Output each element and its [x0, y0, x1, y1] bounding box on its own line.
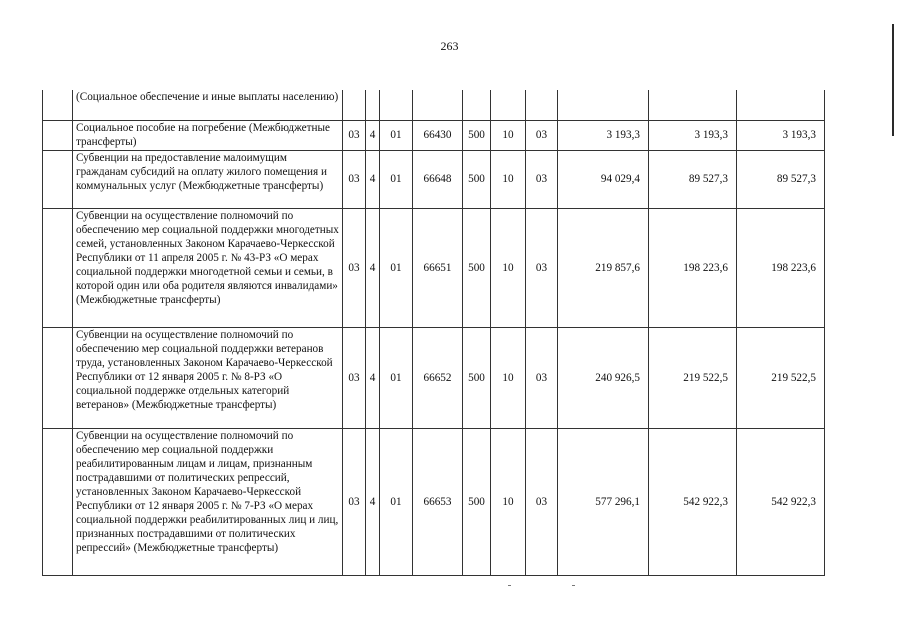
budget-table: [42, 90, 825, 576]
scan-speck: [508, 585, 511, 586]
code-cell: 01: [380, 120, 413, 150]
code-cell: 66652: [413, 327, 463, 428]
blank-cell: [43, 208, 73, 327]
code-cell: [491, 90, 526, 120]
amount-cell: [558, 90, 649, 120]
table-row: [43, 150, 825, 208]
amount-cell: 89 527,3: [649, 150, 737, 208]
amount-cell: 3 193,3: [649, 120, 737, 150]
amount-cell: 542 922,3: [649, 428, 737, 575]
table-row: [43, 120, 825, 150]
amount-cell: 577 296,1: [558, 428, 649, 575]
code-cell: 01: [380, 327, 413, 428]
code-cell: 4: [366, 208, 380, 327]
table-row: [43, 327, 825, 428]
code-cell: 500: [463, 150, 491, 208]
table-row: [43, 90, 825, 120]
code-cell: 500: [463, 208, 491, 327]
page-number: 263: [440, 39, 459, 53]
code-cell: 03: [526, 150, 558, 208]
amount-cell: 542 922,3: [737, 428, 825, 575]
blank-cell: [43, 428, 73, 575]
row-description: Субвенции на осуществление полномочий по обеспечению мер социальной поддержки реабилитированным лицам и лицам, признанным пострадавшими от политических репрессий, установленных Законом Карачаево-Черкесской Республики от 12 января 2005 г. № 7-РЗ «О мерах социальной поддержки реабилитированных лиц и лиц, признанных пострадавшими от политических репрессий» (Межбюджетные трансферты): [73, 428, 343, 575]
code-cell: [366, 90, 380, 120]
code-cell: [463, 90, 491, 120]
amount-cell: 240 926,5: [558, 327, 649, 428]
code-cell: 66648: [413, 150, 463, 208]
amount-cell: 198 223,6: [649, 208, 737, 327]
code-cell: 10: [491, 208, 526, 327]
blank-cell: [43, 150, 73, 208]
code-cell: 03: [526, 428, 558, 575]
row-description: Субвенции на осуществление полномочий по обеспечению мер социальной поддержки многодетных семей, установленных Законом Карачаево-Черкесской Республики от 11 апреля 2005 г. № 43-РЗ «О мерах социальной поддержки многодетной семьи и семьи, в которой один или оба родителя являются инвалидами» (Межбюджетные трансферты): [73, 208, 343, 327]
blank-cell: [43, 327, 73, 428]
row-description: Субвенции на предоставление малоимущим гражданам субсидий на оплату жилого помещения и коммунальных услуг (Межбюджетные трансферты): [73, 150, 343, 208]
code-cell: [413, 90, 463, 120]
code-cell: 03: [526, 208, 558, 327]
code-cell: 01: [380, 428, 413, 575]
code-cell: 10: [491, 150, 526, 208]
amount-cell: 89 527,3: [737, 150, 825, 208]
code-cell: 03: [343, 150, 366, 208]
amount-cell: 3 193,3: [558, 120, 649, 150]
code-cell: 4: [366, 120, 380, 150]
table-row: [43, 208, 825, 327]
code-cell: 03: [526, 120, 558, 150]
scan-speck: [572, 585, 575, 586]
table-row: [43, 428, 825, 575]
row-description: Социальное пособие на погребение (Межбюджетные трансферты): [73, 120, 343, 150]
code-cell: [380, 90, 413, 120]
blank-cell: [43, 120, 73, 150]
code-cell: 500: [463, 327, 491, 428]
row-description: Субвенции на осуществление полномочий по обеспечению мер социальной поддержки ветеранов труда, установленных Законом Карачаево-Черкесской Республики от 12 января 2005 г. № 8-РЗ «О социальной поддержке отдельных категорий ветеранов» (Межбюджетные трансферты): [73, 327, 343, 428]
code-cell: 66651: [413, 208, 463, 327]
code-cell: 10: [491, 428, 526, 575]
amount-cell: [649, 90, 737, 120]
code-cell: 500: [463, 120, 491, 150]
code-cell: 03: [343, 327, 366, 428]
amount-cell: 219 522,5: [737, 327, 825, 428]
amount-cell: 198 223,6: [737, 208, 825, 327]
row-description: (Социальное обеспечение и иные выплаты населению): [73, 90, 343, 120]
code-cell: 03: [343, 208, 366, 327]
code-cell: 01: [380, 150, 413, 208]
amount-cell: 219 522,5: [649, 327, 737, 428]
code-cell: 01: [380, 208, 413, 327]
amount-cell: 3 193,3: [737, 120, 825, 150]
amount-cell: [737, 90, 825, 120]
code-cell: 4: [366, 428, 380, 575]
code-cell: 4: [366, 327, 380, 428]
code-cell: 66653: [413, 428, 463, 575]
code-cell: 10: [491, 120, 526, 150]
amount-cell: 94 029,4: [558, 150, 649, 208]
code-cell: 10: [491, 327, 526, 428]
code-cell: 4: [366, 150, 380, 208]
code-cell: [526, 90, 558, 120]
blank-cell: [43, 90, 73, 120]
code-cell: 03: [526, 327, 558, 428]
scan-edge-line: [892, 24, 894, 136]
code-cell: 66430: [413, 120, 463, 150]
code-cell: 500: [463, 428, 491, 575]
amount-cell: 219 857,6: [558, 208, 649, 327]
code-cell: 03: [343, 120, 366, 150]
code-cell: 03: [343, 428, 366, 575]
code-cell: [343, 90, 366, 120]
